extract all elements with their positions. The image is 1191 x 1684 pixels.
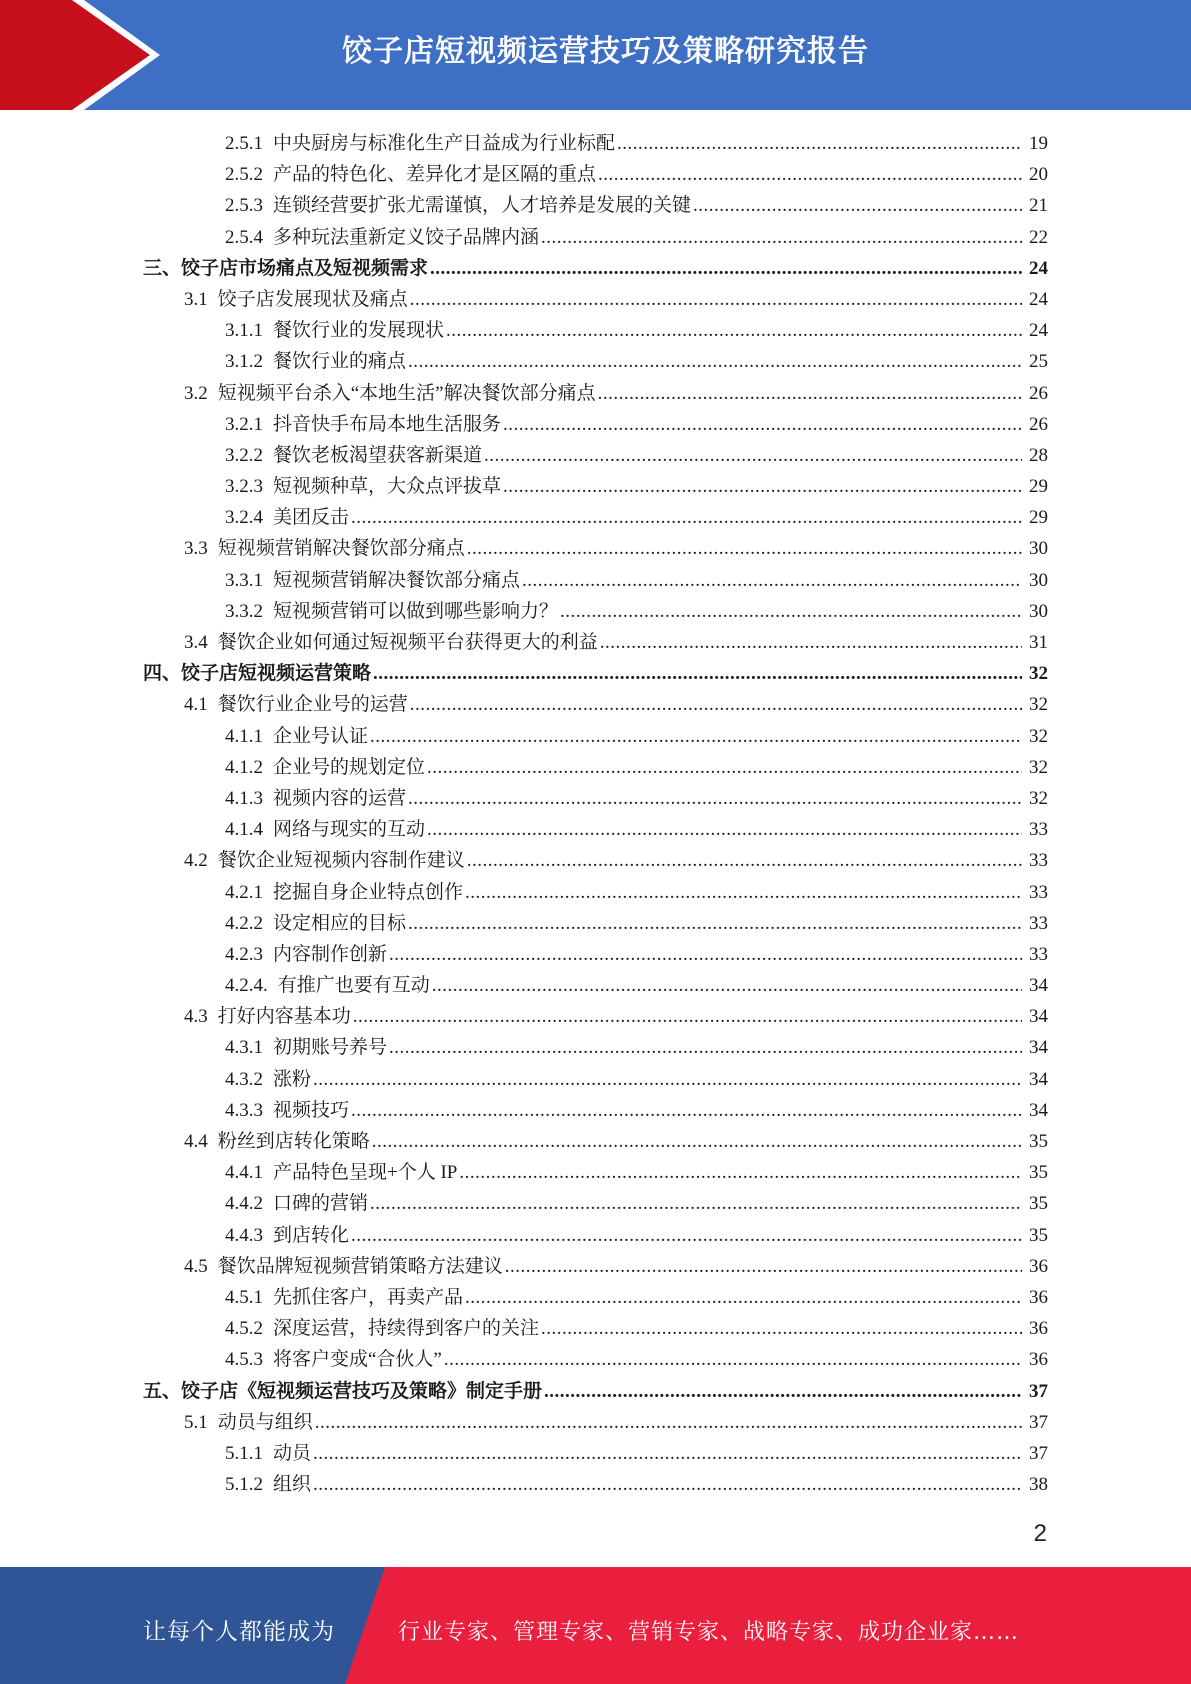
toc-entry-page: 32 [1029, 663, 1048, 685]
toc-entry-page: 33 [1029, 819, 1048, 841]
toc-entry-title: 到店转化 [273, 1224, 350, 1246]
toc-entry-page: 35 [1029, 1162, 1048, 1184]
toc-entry-number: 4.5 [184, 1255, 208, 1277]
toc-entry-number: 三、 [143, 257, 182, 279]
toc-entry-title: 网络与现实的互动 [273, 819, 426, 841]
toc-entry[interactable] [143, 1064, 1048, 1095]
toc-entry[interactable] [143, 939, 1048, 970]
toc-entry[interactable] [143, 970, 1048, 1001]
toc-entry-title: 涨粉 [273, 1068, 312, 1090]
toc-entry-number: 4.2.1 [225, 881, 263, 903]
toc-dot-leader [503, 471, 1022, 502]
toc-entry[interactable] [143, 1313, 1048, 1344]
toc-entry-page: 25 [1029, 351, 1048, 373]
toc-entry-page: 24 [1029, 257, 1048, 279]
toc-dot-leader [353, 1001, 1022, 1032]
toc-entry-title: 设定相应的目标 [273, 912, 407, 934]
toc-dot-leader [410, 689, 1022, 720]
toc-entry-page: 32 [1029, 756, 1048, 778]
toc-entry-title: 粉丝到店转化策略 [217, 1131, 370, 1152]
toc-entry-title: 组织 [273, 1474, 312, 1496]
toc-entry-page: 28 [1029, 444, 1048, 466]
toc-entry-number: 3.4 [184, 632, 208, 653]
toc-entry-page: 37 [1029, 1411, 1048, 1433]
toc-entry[interactable] [143, 877, 1048, 908]
toc-entry-number: 5.1.2 [225, 1474, 263, 1496]
toc-entry-page: 34 [1029, 1068, 1048, 1090]
toc-entry-page: 19 [1029, 133, 1048, 154]
toc-dot-leader [351, 1095, 1022, 1126]
toc-entry-number: 4.3.2 [225, 1068, 263, 1090]
toc-dot-leader [541, 1313, 1022, 1344]
toc-entry-title: 饺子店短视频运营策略 [181, 663, 372, 685]
toc-dot-leader [522, 565, 1022, 596]
toc-entry-page: 36 [1029, 1286, 1048, 1308]
toc-entry-title: 将客户变成“合伙人” [273, 1349, 442, 1371]
toc-entry-title: 短视频平台杀入“本地生活”解决餐饮部分痛点 [217, 382, 596, 404]
toc-entry[interactable] [143, 908, 1048, 939]
toc-entry-number: 3.1 [184, 288, 208, 310]
toc-dot-leader [389, 939, 1022, 970]
page-header [0, 0, 1191, 110]
toc-entry-page: 22 [1029, 226, 1048, 248]
toc-dot-leader [351, 502, 1022, 533]
toc-entry[interactable] [143, 1095, 1048, 1126]
toc-dot-leader [427, 814, 1022, 845]
toc-entry-page: 31 [1029, 632, 1048, 653]
toc-entry[interactable] [143, 1344, 1048, 1375]
toc-entry-title: 企业号认证 [273, 725, 369, 747]
toc-entry-page: 21 [1029, 195, 1048, 217]
toc-dot-leader [315, 1407, 1022, 1438]
toc-entry-page: 34 [1029, 975, 1048, 997]
footer-slogan-left: 让每个人都能成为 [143, 1619, 335, 1645]
toc-dot-leader [598, 159, 1022, 190]
toc-entry-page: 26 [1029, 413, 1048, 435]
toc-dot-leader [505, 1251, 1022, 1282]
toc-entry[interactable] [143, 845, 1048, 876]
toc-entry-page: 29 [1029, 476, 1048, 498]
toc-entry-title: 多种玩法重新定义饺子品牌内涵 [273, 226, 540, 248]
report-title: 饺子店短视频运营技巧及策略研究报告 [342, 34, 869, 69]
toc-entry-number: 4.2.4. [225, 975, 268, 997]
toc-entry-page: 35 [1029, 1224, 1048, 1246]
toc-entry-number: 3.3.1 [225, 569, 263, 591]
toc-entry[interactable] [143, 128, 1048, 159]
toc-entry-number: 四、 [143, 663, 182, 685]
toc-entry-number: 4.5.3 [225, 1349, 263, 1371]
toc-entry-page: 32 [1029, 787, 1048, 809]
toc-entry-page: 20 [1029, 164, 1048, 186]
toc-entry-page: 35 [1029, 1131, 1048, 1152]
toc-entry-page: 37 [1029, 1442, 1048, 1464]
toc-entry-page: 34 [1029, 1006, 1048, 1028]
toc-entry[interactable] [143, 409, 1048, 440]
toc-entry-number: 4.1.3 [225, 787, 263, 809]
toc-entry-title: 中央厨房与标准化生产日益成为行业标配 [273, 133, 616, 154]
toc-entry-title: 餐饮老板渴望获客新渠道 [273, 444, 483, 466]
toc-entry-page: 36 [1029, 1349, 1048, 1371]
toc-entry-title: 餐饮行业的痛点 [273, 351, 407, 373]
toc-entry-title: 视频内容的运营 [273, 787, 407, 809]
toc-entry-page: 33 [1029, 943, 1048, 965]
toc-dot-leader [408, 908, 1022, 939]
toc-entry-number: 4.4.2 [225, 1193, 263, 1215]
toc-entry[interactable] [143, 565, 1048, 596]
toc-entry[interactable] [143, 346, 1048, 377]
toc-entry[interactable] [143, 471, 1048, 502]
toc-entry-page: 36 [1029, 1318, 1048, 1340]
toc-dot-leader [351, 1220, 1022, 1251]
footer-slogan-right: 行业专家、管理专家、营销专家、战略专家、成功企业家…… [398, 1620, 1020, 1645]
page-number: 2 [1033, 1520, 1047, 1547]
toc-entry-number: 五、 [143, 1380, 182, 1402]
toc-entry-number: 3.2.4 [225, 507, 263, 529]
toc-entry-page: 29 [1029, 507, 1048, 529]
toc-entry-title: 餐饮企业短视频内容制作建议 [217, 850, 465, 872]
toc-dot-leader [408, 346, 1022, 377]
toc-entry[interactable] [143, 440, 1048, 471]
toc-entry[interactable] [143, 783, 1048, 814]
toc-entry[interactable] [143, 1001, 1048, 1032]
toc-entry-title: 内容制作创新 [273, 943, 388, 965]
toc-entry-title: 短视频营销解决餐饮部分痛点 [273, 569, 521, 591]
toc-entry-title: 抖音快手布局本地生活服务 [273, 413, 502, 435]
toc-entry-number: 2.5.4 [225, 226, 263, 248]
toc-entry-number: 3.2.2 [225, 444, 263, 466]
toc-entry-title: 产品的特色化、差异化才是区隔的重点 [273, 164, 597, 186]
toc-dot-leader [503, 409, 1022, 440]
toc-entry-number: 4.4 [184, 1131, 208, 1152]
toc-entry-title: 短视频营销可以做到哪些影响力？ [273, 600, 559, 622]
toc-entry-page: 38 [1029, 1474, 1048, 1496]
toc-entry-title: 口碑的营销 [273, 1193, 369, 1215]
toc-entry-page: 32 [1029, 694, 1048, 716]
toc-dot-leader [444, 1344, 1022, 1375]
toc-entry-number: 4.4.1 [225, 1162, 263, 1184]
toc-entry-title: 餐饮企业如何通过短视频平台获得更大的利益 [217, 632, 598, 653]
toc-entry-number: 3.3.2 [225, 600, 263, 622]
toc-dot-leader [600, 627, 1022, 658]
toc-entry[interactable] [143, 1251, 1048, 1282]
toc-entry-title: 打好内容基本功 [217, 1006, 351, 1028]
toc-entry[interactable] [143, 1188, 1048, 1219]
toc-entry-number: 3.2.1 [225, 413, 263, 435]
toc-entry-number: 3.3 [184, 538, 208, 560]
toc-dot-leader [617, 128, 1022, 159]
toc-entry-page: 24 [1029, 288, 1048, 310]
toc-entry-page: 34 [1029, 1099, 1048, 1121]
toc-entry-title: 餐饮品牌短视频营销策略方法建议 [217, 1255, 503, 1277]
toc-entry-page: 34 [1029, 1037, 1048, 1059]
toc-entry-number: 4.1.1 [225, 725, 263, 747]
toc-dot-leader [693, 190, 1022, 221]
toc-entry[interactable] [143, 284, 1048, 315]
toc-entry-number: 4.2 [184, 850, 208, 872]
toc-entry-number: 4.5.2 [225, 1318, 263, 1340]
toc-entry-number: 2.5.3 [225, 195, 263, 217]
toc-dot-leader [467, 845, 1022, 876]
toc-dot-leader [370, 1188, 1022, 1219]
toc-entry-page: 32 [1029, 725, 1048, 747]
toc-entry-title: 短视频营销解决餐饮部分痛点 [217, 538, 465, 560]
toc-entry-number: 4.2.3 [225, 943, 263, 965]
toc-entry[interactable] [143, 596, 1048, 627]
toc-entry-title: 动员与组织 [217, 1411, 313, 1433]
toc-dot-leader [370, 721, 1022, 752]
toc-entry-number: 4.3.1 [225, 1037, 263, 1059]
toc-entry-page: 37 [1029, 1380, 1048, 1402]
toc-entry-page: 30 [1029, 600, 1048, 622]
toc-entry-number: 5.1 [184, 1411, 208, 1433]
toc-dot-leader [427, 752, 1022, 783]
toc-entry[interactable] [143, 1220, 1048, 1251]
toc-entry-title: 挖掘自身企业特点创作 [273, 881, 464, 903]
toc-entry[interactable] [143, 1438, 1048, 1469]
toc-dot-leader [313, 1438, 1022, 1469]
toc-dot-leader [432, 970, 1022, 1001]
toc-entry-number: 5.1.1 [225, 1442, 263, 1464]
toc-dot-leader [459, 1157, 1022, 1188]
toc-dot-leader [313, 1064, 1022, 1095]
toc-entry[interactable] [143, 658, 1048, 689]
toc-entry-title: 企业号的规划定位 [273, 756, 426, 778]
toc-entry-page: 26 [1029, 382, 1048, 404]
toc-entry[interactable] [143, 721, 1048, 752]
toc-entry[interactable] [143, 1126, 1048, 1157]
toc-dot-leader [313, 1469, 1022, 1500]
toc-entry-title: 有推广也要有互动 [277, 975, 430, 997]
toc-dot-leader [484, 440, 1022, 471]
toc-entry[interactable] [143, 253, 1048, 284]
toc-dot-leader [598, 378, 1022, 409]
toc-dot-leader [465, 877, 1022, 908]
toc-entry[interactable] [143, 814, 1048, 845]
toc-dot-leader [372, 1126, 1022, 1157]
toc-dot-leader [389, 1032, 1022, 1063]
toc-entry[interactable] [143, 378, 1048, 409]
toc-entry-number: 4.2.2 [225, 912, 263, 934]
toc-entry-page: 30 [1029, 538, 1048, 560]
toc-entry-number: 2.5.2 [225, 164, 263, 186]
toc-entry-title: 饺子店发展现状及痛点 [217, 288, 408, 310]
toc-entry-title: 连锁经营要扩张尤需谨慎，人才培养是发展的关键 [273, 195, 692, 217]
toc-entry-number: 4.1.4 [225, 819, 263, 841]
toc-entry-page: 33 [1029, 850, 1048, 872]
toc-dot-leader [408, 783, 1022, 814]
toc-entry-title: 短视频种草，大众点评拔草 [273, 476, 502, 498]
toc-entry-number: 4.3 [184, 1006, 208, 1028]
toc-entry[interactable] [143, 1407, 1048, 1438]
toc-entry[interactable] [143, 689, 1048, 720]
toc-entry-page: 33 [1029, 912, 1048, 934]
toc-entry-title: 先抓住客户，再卖产品 [273, 1286, 464, 1308]
toc-entry[interactable] [143, 1469, 1048, 1500]
toc-entry-title: 饺子店市场痛点及短视频需求 [181, 257, 429, 279]
toc-entry[interactable] [143, 1282, 1048, 1313]
toc-entry-number: 3.2.3 [225, 476, 263, 498]
toc-entry[interactable] [143, 502, 1048, 533]
toc-entry-title: 产品特色呈现+个人 IP [273, 1162, 458, 1184]
toc-entry-title: 初期账号养号 [273, 1037, 388, 1059]
toc-dot-leader [373, 658, 1022, 689]
toc-entry-number: 4.1.2 [225, 756, 263, 778]
toc-entry[interactable] [143, 533, 1048, 564]
toc-dot-leader [544, 1376, 1022, 1407]
toc-entry-title: 饺子店《短视频运营技巧及策略》制定手册 [181, 1380, 543, 1402]
toc-entry-number: 3.1.1 [225, 320, 263, 342]
toc-entry[interactable] [143, 190, 1048, 221]
toc-entry[interactable] [143, 315, 1048, 346]
toc-entry[interactable] [143, 752, 1048, 783]
toc-entry-title: 动员 [273, 1442, 312, 1464]
toc-entry-number: 4.5.1 [225, 1286, 263, 1308]
toc-entry[interactable] [143, 627, 1048, 658]
toc-entry-page: 33 [1029, 881, 1048, 903]
toc-entry-number: 4.3.3 [225, 1099, 263, 1121]
toc-entry-title: 餐饮行业的发展现状 [273, 320, 445, 342]
toc-entry-title: 餐饮行业企业号的运营 [217, 694, 408, 716]
toc-entry-page: 35 [1029, 1193, 1048, 1215]
toc-dot-leader [467, 533, 1022, 564]
toc-entry-page: 30 [1029, 569, 1048, 591]
toc-entry-page: 36 [1029, 1255, 1048, 1277]
toc-entry[interactable] [143, 1157, 1048, 1188]
toc-dot-leader [541, 222, 1022, 253]
toc-entry-number: 4.4.3 [225, 1224, 263, 1246]
toc-dot-leader [430, 253, 1022, 284]
toc-entry[interactable] [143, 222, 1048, 253]
toc-entry-title: 美团反击 [273, 507, 350, 529]
toc-entry[interactable] [143, 159, 1048, 190]
toc-dot-leader [465, 1282, 1022, 1313]
toc-dot-leader [560, 596, 1022, 627]
toc-entry-title: 深度运营，持续得到客户的关注 [273, 1318, 540, 1340]
toc-entry-number: 3.1.2 [225, 351, 263, 373]
page-footer [0, 1567, 1191, 1684]
toc-dot-leader [446, 315, 1022, 346]
toc-entry-page: 24 [1029, 320, 1048, 342]
toc-entry[interactable] [143, 1032, 1048, 1063]
toc-entry-number: 2.5.1 [225, 133, 263, 154]
toc-dot-leader [410, 284, 1022, 315]
toc-entry-title: 视频技巧 [273, 1099, 350, 1121]
toc-entry[interactable] [143, 1376, 1048, 1407]
toc-entry-number: 4.1 [184, 694, 208, 716]
table-of-contents [143, 128, 1048, 1500]
toc-entry-number: 3.2 [184, 382, 208, 404]
